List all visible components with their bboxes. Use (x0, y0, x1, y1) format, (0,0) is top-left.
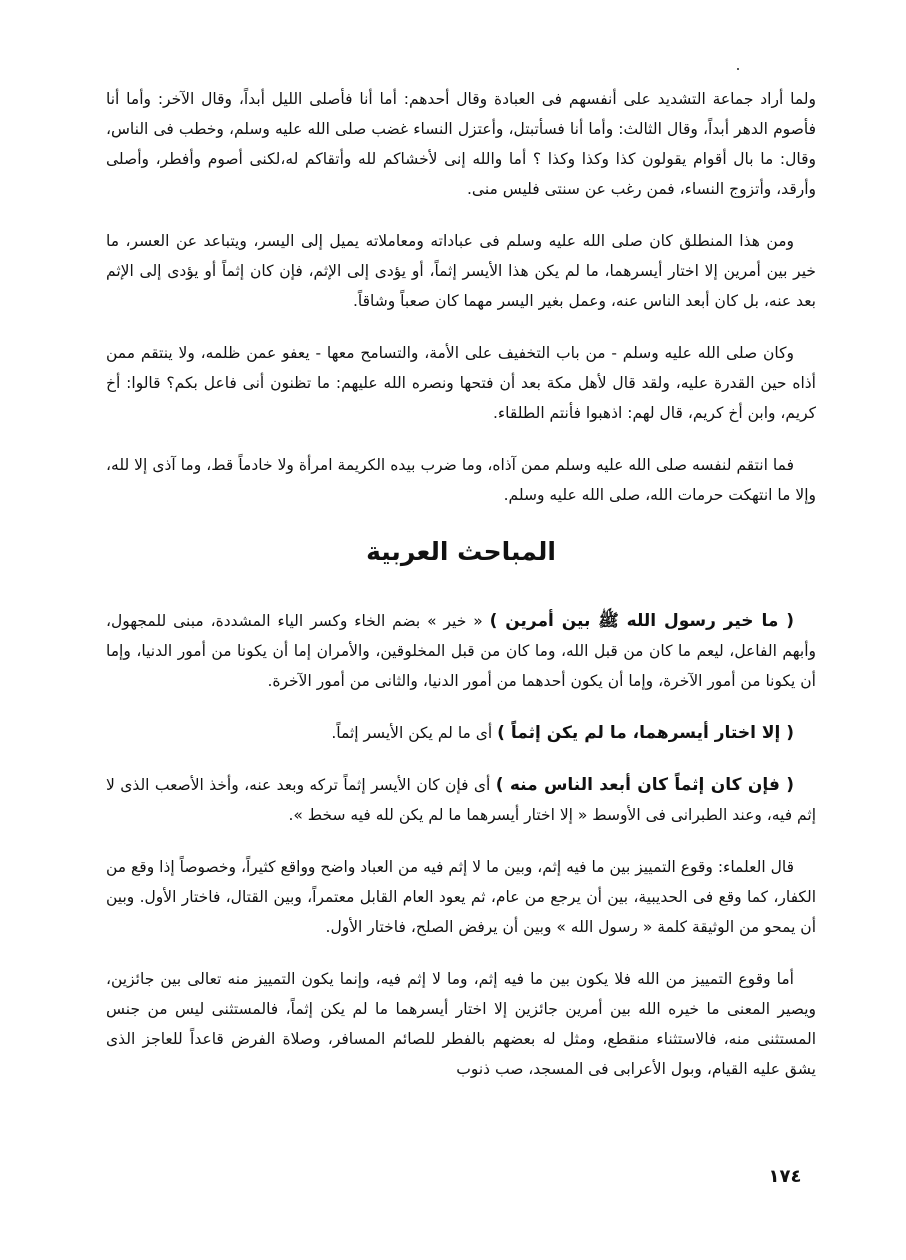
book-page (106, 84, 816, 1106)
commentary-text: أى ما لم يكن الأيسر إثماً. (331, 724, 498, 742)
commentary-text: « خير » بضم الخاء وكسر الياء المشددة، مبنى للمجهول، وأبهم الفاعل، ليعم ما كان من قبل الله، وما كان من قبل المخلوقين، والأمران إما أن يكونا من أمور الدنيا، وإما أن يكونا من أمور الآخرة، وإما أن يكون أحدهما من أمور الدنيا، والثانى من أمور الآخرة. (106, 612, 816, 690)
lemma-text: ( فإن كان إثماً كان أبعد الناس منه ) (495, 775, 794, 795)
section-title: المباحث العربية (366, 537, 556, 566)
commentary-paragraph-1 (106, 606, 816, 696)
paragraph-intro-1: ولما أراد جماعة التشديد على أنفسهم فى العبادة وقال أحدهم: أما أنا فأصلى الليل أبداً، وقال الآخر: وأما أنا فأصوم الدهر أبداً، وقال الثالث: وأما أنا فسأتبتل، وأعتزل النساء غضب صلى الله عليه وسلم، وخطب فى الناس، وقال: ما بال أقوام يقولون كذا وكذا وكذا ؟ أما والله إنى لأخشاكم لله وأتقاكم له،لكنى أصوم وأفطر، وأصلى وأرقد، وأتزوج النساء، فمن رغب عن سنتى فليس منى. (106, 90, 816, 198)
lemma-text: ( ما خير رسول الله ﷺ بين أمرين ) (489, 611, 795, 631)
paragraph-closing-2: أما وقوع التمييز من الله فلا يكون بين ما فيه إثم، وما لا إثم فيه، وإنما يكون التمييز منه تعالى بين جائزين، ويصير المعنى ما خيره الله بين أمرين جائزين إلا اختار أيسرهما ما لم يكن إثماً، فالمستثنى ليس من جنس المستثنى منه، فالاستثناء منقطع، ومثل له بعضهم بالفطر للصائم المسافر، وصلاة الفرض قاعداً للعاجز الذى يشق عليه القيام، وبول الأعرابى فى المسجد، صب ذنوب (106, 970, 816, 1078)
paragraph-closing-1: قال العلماء: وقوع التمييز بين ما فيه إثم، وبين ما لا إثم فيه من العباد واضح وواقع كثيراً، وخصوصاً إذا وقع من الكفار، كما وقع فى الحديبية، بين أن يرجع من عام، ثم يعود العام القابل معتمراً، وبين القتال، فاختار الأول. وبين أن يمحو من الوثيقة كلمة « رسول الله » وبين أن يرفض الصلح، فاختار الأول. (106, 858, 816, 936)
commentary-paragraph-2 (106, 718, 816, 748)
paragraph-intro-4: فما انتقم لنفسه صلى الله عليه وسلم ممن آذاه، وما ضرب بيده الكريمة امرأة ولا خادماً قط، وما آذى إلا لله، وإلا ما انتهكت حرمات الله، صلى الله عليه وسلم. (106, 456, 816, 504)
paragraph-intro-3: وكان صلى الله عليه وسلم - من باب التخفيف على الأمة، والتسامح معها - يعفو عمن ظلمه، ولا ينتقم ممن أذاه حين القدرة عليه، ولقد قال لأهل مكة بعد أن فتحها ونصره الله عليهم: ما تظنون أنى فاعل بكم؟ قالوا: أخ كريم، وابن أخ كريم، قال لهم: اذهبوا فأنتم الطلقاء. (106, 344, 816, 422)
lemma-text: ( إلا اختار أيسرهما، ما لم يكن إثماً ) (497, 723, 794, 743)
commentary-paragraph-3 (106, 770, 816, 830)
scan-speck (737, 68, 739, 70)
paragraph-intro-2: ومن هذا المنطلق كان صلى الله عليه وسلم فى عباداته ومعاملاته يميل إلى اليسر، ويتباعد عن العسر، ما خير بين أمرين إلا اختار أيسرهما، ما لم يكن هذا الأيسر إثماً، أو يؤدى إلى الإثم، فإن كان إثماً أو يؤدى إلى الإثم بعد عنه، بل كان أبعد الناس عنه، وعمل بغير اليسر مهما كان صعباً وشاقاً. (106, 232, 816, 310)
commentary-text: أى فإن كان الأيسر إثماً تركه وبعد عنه، وأخذ الأصعب الذى لا إثم فيه، وعند الطبرانى فى الأوسط « إلا اختار أيسرهما ما لم يكن لله فيه سخط ». (106, 776, 816, 824)
page-number: ١٧٤ (768, 1166, 802, 1187)
